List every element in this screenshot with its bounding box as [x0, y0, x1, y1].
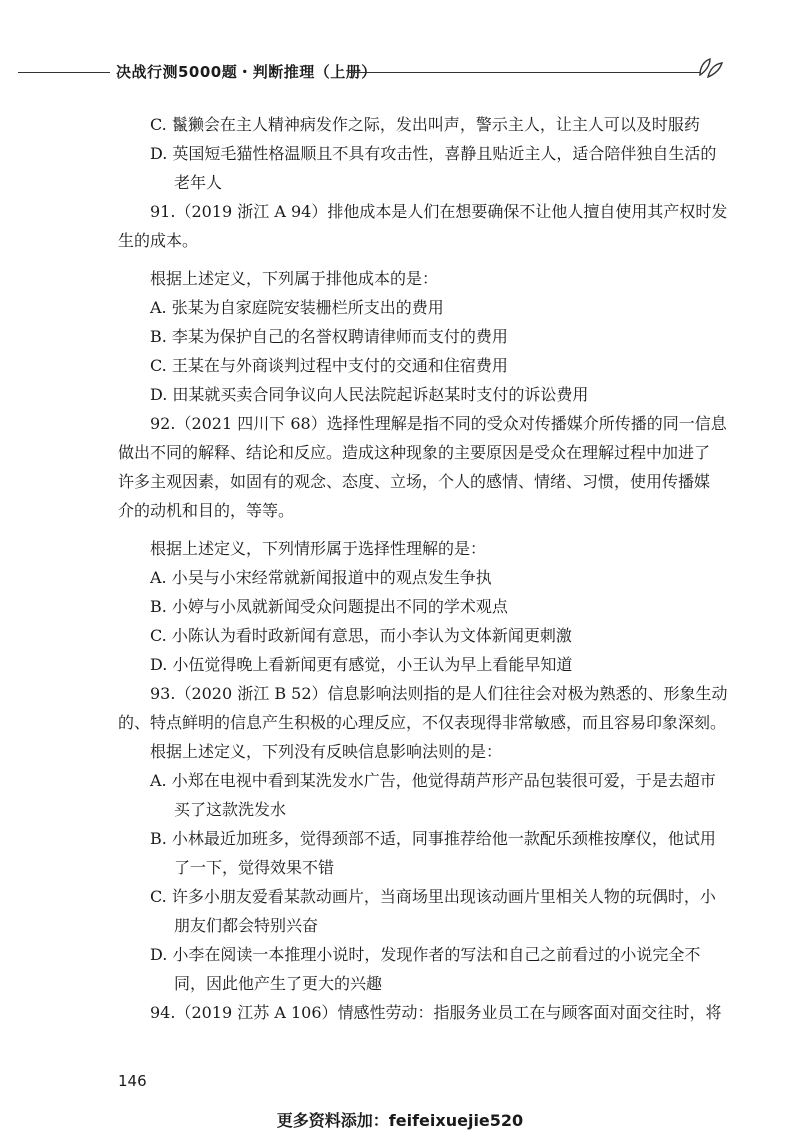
- question-93-option-a-cont: 买了这款洗发水: [174, 800, 287, 819]
- option-continuation-line: 老年人: [174, 173, 223, 192]
- header-rule-left: [18, 72, 110, 73]
- option-c-line: C. 鬣獭会在主人精神病发作之际，发出叫声，警示主人，让主人可以及时服药: [150, 115, 700, 134]
- question-92-stem: 92.（2021 四川下 68）选择性理解是指不同的受众对传播媒介所传播的同一信息: [150, 414, 727, 433]
- question-93-stem: 93.（2020 浙江 B 52）信息影响法则指的是人们往往会对极为熟悉的、形象生动: [150, 684, 728, 703]
- question-94-stem: 94.（2019 江苏 A 106）情感性劳动：指服务业员工在与顾客面对面交往时，将: [150, 1003, 722, 1022]
- page-body: [118, 110, 728, 1027]
- question-92-option-c: C. 小陈认为看时政新闻有意思，而小李认为文体新闻更刺激: [150, 626, 572, 645]
- question-92-stem-cont: 介的动机和目的，等等。: [118, 501, 295, 520]
- question-93-option-d-cont: 同，因此他产生了更大的兴趣: [174, 974, 383, 993]
- question-93-option-b: B. 小林最近加班多，觉得颈部不适，同事推荐给他一款配乐颈椎按摩仪，他试用: [150, 829, 716, 848]
- header-title: 决战行测5000题・判断推理（上册）: [116, 63, 377, 81]
- question-92-stem-cont: 许多主观因素，如固有的观念、态度、立场，个人的感情、情绪、习惯，使用传播媒: [118, 472, 711, 491]
- question-93-option-b-cont: 了一下，觉得效果不错: [174, 858, 335, 877]
- question-92-option-b: B. 小婷与小凤就新闻受众问题提出不同的学术观点: [150, 597, 508, 616]
- question-93-option-d: D. 小李在阅读一本推理小说时，发现作者的写法和自己之前看过的小说完全不: [150, 945, 701, 964]
- question-91-prompt: 根据上述定义，下列属于排他成本的是：: [150, 269, 439, 288]
- question-91-option-c: C. 王某在与外商谈判过程中支付的交通和住宿费用: [150, 356, 508, 375]
- question-91-option-d: D. 田某就买卖合同争议向人民法院起诉赵某时支付的诉讼费用: [150, 385, 589, 404]
- question-93-prompt: 根据上述定义，下列没有反映信息影响法则的是：: [150, 742, 503, 761]
- question-93-option-c: C. 许多小朋友爱看某款动画片，当商场里出现该动画片里相关人物的玩偶时，小: [150, 887, 716, 906]
- question-91-option-a: A. 张某为自家庭院安装栅栏所支出的费用: [150, 298, 444, 317]
- question-92-prompt: 根据上述定义，下列情形属于选择性理解的是：: [150, 539, 487, 558]
- question-91-stem: 91.（2019 浙江 A 94）排他成本是人们在想要确保不让他人擅自使用其产权时发: [150, 202, 728, 221]
- question-92-option-a: A. 小吴与小宋经常就新闻报道中的观点发生争执: [150, 568, 492, 587]
- question-92-option-d: D. 小伍觉得晚上看新闻更有感觉，小王认为早上看能早知道: [150, 655, 573, 674]
- question-93-option-a: A. 小郑在电视中看到某洗发水广告，他觉得葫芦形产品包装很可爱，于是去超市: [150, 771, 716, 790]
- leaf-ornament-icon: [696, 55, 724, 79]
- page-number: 146: [118, 1072, 147, 1090]
- header-rule-right: [348, 72, 700, 73]
- question-91-option-b: B. 李某为保护自己的名誉权聘请律师而支付的费用: [150, 327, 508, 346]
- option-d-line: D. 英国短毛猫性格温顺且不具有攻击性，喜静且贴近主人，适合陪伴独自生活的: [150, 144, 717, 163]
- question-93-stem-cont: 的、特点鲜明的信息产生积极的心理反应，不仅表现得非常敏感，而且容易印象深刻。: [118, 713, 727, 732]
- question-92-stem-cont: 做出不同的解释、结论和反应。造成这种现象的主要原因是受众在理解过程中加进了: [118, 443, 711, 462]
- question-91-stem-cont: 生的成本。: [118, 231, 199, 250]
- question-93-option-c-cont: 朋友们都会特别兴奋: [174, 916, 319, 935]
- footer-note: 更多资料添加：feifeixuejie520: [276, 1111, 524, 1130]
- running-header: [0, 55, 800, 95]
